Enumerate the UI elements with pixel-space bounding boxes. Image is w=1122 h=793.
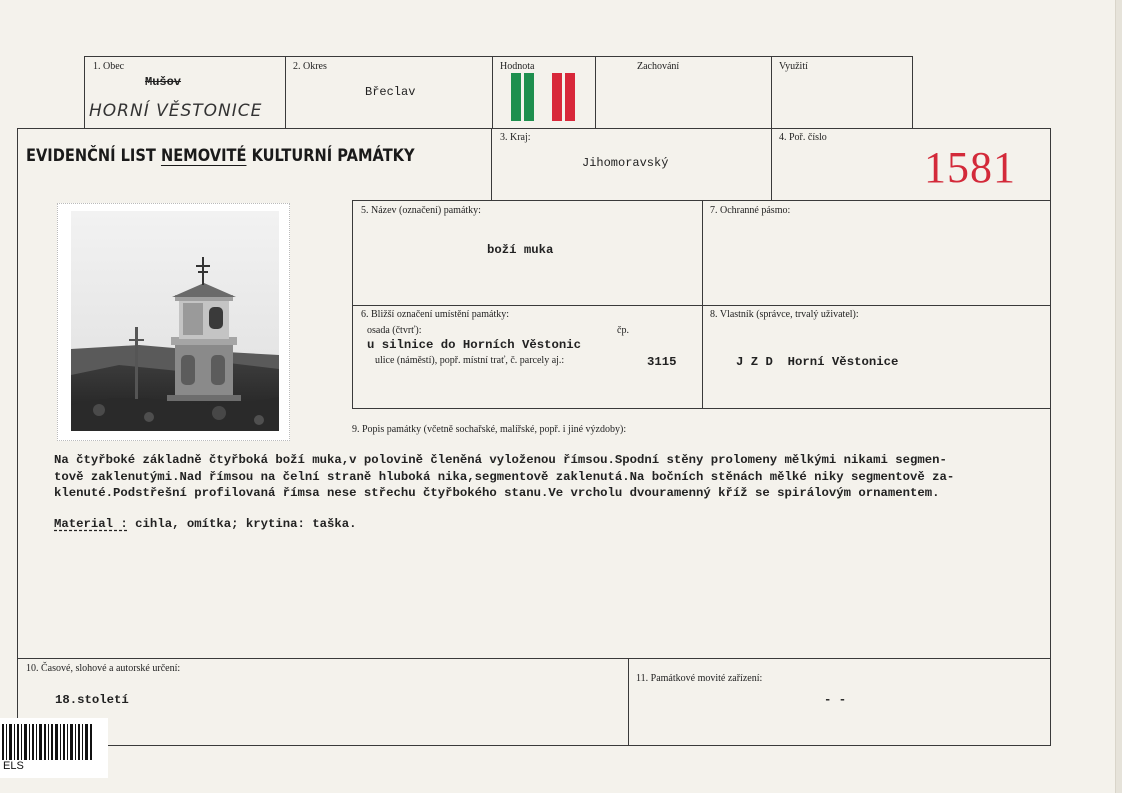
zachovani-cell [595, 56, 772, 129]
umisteni-label: 6. Bližší označení umístění památky: [361, 309, 510, 320]
paper-edge [1115, 0, 1122, 793]
cp-label: čp. [617, 325, 629, 336]
vlastnik-cell [702, 305, 1051, 409]
hodnota-green-mark-2 [524, 73, 534, 121]
zarizeni-label: 11. Památkové movité zařízení: [636, 673, 763, 684]
ulice-label: ulice (náměstí), popř. místní trať, č. parcely aj.: [375, 355, 565, 366]
por-cislo-label: 4. Poř. číslo [779, 132, 827, 143]
pasmo-label: 7. Ochranné pásmo: [710, 205, 791, 216]
urceni-value: 18.století [55, 693, 129, 707]
zarizeni-value: - - [824, 693, 847, 707]
popis-label: 9. Popis památky (včetně sochařské, malířské, popř. i jiné výzdoby): [352, 424, 627, 435]
popis-line: Na čtyřboké základně čtyřboká boží muka,v polovině členěná vyloženou římsou.Spodní stěny prolomeny mělkými nikami segmen- [54, 453, 947, 467]
barcode-text: ELS [3, 760, 24, 772]
obec-handwritten-value: HORNÍ VĚSTONICE [89, 101, 263, 121]
hodnota-cell [492, 56, 596, 129]
obec-label: 1. Obec [93, 61, 125, 72]
hodnota-label: Hodnota [500, 61, 535, 72]
vlastnik-value: J Z D Horní Věstonice [736, 355, 899, 369]
monument-photo [57, 203, 290, 441]
popis-line: tově zaklenutými.Nad římsou na čelní straně hluboká nika,segmentově zaklenutá.Na bočních stěnách mělké niky segmentově za- [54, 469, 955, 484]
barcode-sticker [0, 718, 108, 778]
parcela-value: 3115 [647, 355, 677, 369]
popis-frame [352, 408, 1051, 409]
vlastnik-label: 8. Vlastník (správce, trvalý uživatel): [710, 309, 859, 320]
popis-line: klenuté.Podstřešní profilovaná římsa nese střechu čtyřbokého stanu.Ve vrcholu dvouramenný kříž se spirálovým ornamentem. [54, 486, 940, 500]
hodnota-red-mark-2 [565, 73, 575, 121]
zarizeni-cell [628, 658, 1051, 746]
osada-label: osada (čtvrť): [367, 325, 422, 336]
registration-number: 1581 [924, 143, 1016, 192]
hodnota-red-mark [552, 73, 562, 121]
title-part-3: KULTURNÍ PAMÁTKY [246, 146, 415, 166]
title-part-1: EVIDENČNÍ LIST [26, 146, 161, 166]
obec-struck-value: Mušov [145, 75, 182, 89]
barcode-icon [2, 724, 92, 760]
title-part-2: NEMOVITÉ [160, 146, 247, 166]
okres-value: Břeclav [365, 85, 416, 99]
popis-text [54, 452, 1044, 502]
okres-label: 2. Okres [293, 61, 327, 72]
urceni-cell [17, 658, 629, 746]
page-title [26, 146, 415, 166]
kraj-value: Jihomoravský [582, 156, 669, 170]
umisteni-cell [352, 305, 703, 409]
obec-cell [84, 56, 286, 129]
vyuziti-cell [771, 56, 913, 129]
umisteni-value: u silnice do Horních Věstonic [367, 338, 582, 352]
kraj-cell [491, 128, 772, 201]
nazev-cell [352, 200, 703, 306]
kraj-label: 3. Kraj: [500, 132, 531, 143]
okres-cell [285, 56, 493, 129]
material-line [54, 517, 357, 531]
vyuziti-label: Využití [779, 61, 808, 72]
hodnota-green-mark [511, 73, 521, 121]
material-value: cihla, omítka; krytina: taška. [127, 517, 357, 531]
zachovani-label: Zachování [637, 61, 680, 72]
material-key: Material : [54, 517, 128, 531]
nazev-value: boží muka [487, 243, 554, 257]
urceni-label: 10. Časové, slohové a autorské určení: [26, 663, 181, 674]
pasmo-cell [702, 200, 1051, 306]
nazev-label: 5. Název (označení) památky: [361, 205, 481, 216]
